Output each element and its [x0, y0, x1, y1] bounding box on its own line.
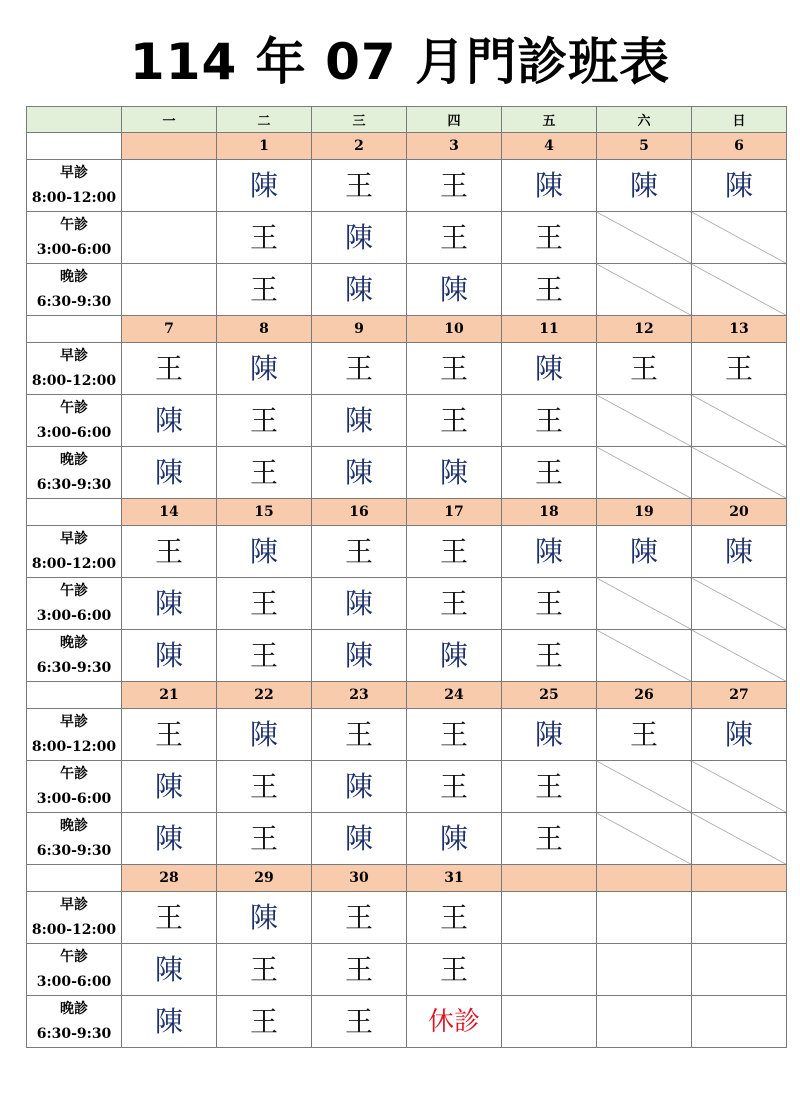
date-row	[27, 316, 787, 343]
doctor-name: 陳	[534, 534, 563, 568]
date-row-label	[27, 499, 122, 526]
doctor-name: 王	[534, 638, 563, 672]
weekday-header-row	[27, 107, 787, 133]
doctor-name: 陳	[154, 769, 183, 803]
date-cell: 26	[597, 682, 692, 709]
empty-cell	[122, 160, 217, 212]
empty-cell	[122, 212, 217, 264]
slot-name: 早診	[60, 713, 88, 730]
doctor-name: 王	[249, 403, 278, 437]
empty-cell	[502, 996, 597, 1048]
slot-name: 早診	[60, 164, 88, 181]
slot-label	[27, 160, 122, 212]
slot-time: 3:00-6:00	[36, 241, 112, 258]
slot-label	[27, 395, 122, 447]
slot-label	[27, 212, 122, 264]
date-cell: 10	[407, 316, 502, 343]
date-row	[27, 865, 787, 892]
schedule-cell	[217, 160, 312, 212]
doctor-name: 王	[439, 351, 468, 385]
doctor-name: 陳	[249, 717, 278, 751]
schedule-cell	[407, 892, 502, 944]
weekday-header: 日	[692, 107, 787, 133]
schedule-cell	[312, 160, 407, 212]
slot-label	[27, 813, 122, 865]
slot-name: 早診	[60, 896, 88, 913]
schedule-cell	[217, 813, 312, 865]
schedule-cell	[407, 160, 502, 212]
schedule-cell	[502, 447, 597, 499]
schedule-cell	[312, 944, 407, 996]
empty-cell	[597, 944, 692, 996]
slot-row	[27, 709, 787, 761]
slot-label	[27, 892, 122, 944]
schedule-cell	[122, 343, 217, 395]
schedule-cell	[217, 578, 312, 630]
doctor-name: 王	[249, 952, 278, 986]
doctor-name: 王	[154, 900, 183, 934]
schedule-cell	[407, 630, 502, 682]
schedule-cell	[312, 892, 407, 944]
slot-row	[27, 813, 787, 865]
doctor-name: 王	[249, 769, 278, 803]
date-cell: 13	[692, 316, 787, 343]
date-cell: 1	[217, 133, 312, 160]
slot-row	[27, 395, 787, 447]
date-cell	[597, 865, 692, 892]
schedule-cell	[217, 264, 312, 316]
date-cell: 18	[502, 499, 597, 526]
doctor-name: 陳	[344, 272, 373, 306]
doctor-name: 陳	[439, 821, 468, 855]
date-cell: 28	[122, 865, 217, 892]
date-row-label	[27, 682, 122, 709]
slot-row	[27, 447, 787, 499]
schedule-cell	[407, 761, 502, 813]
doctor-name: 陳	[344, 403, 373, 437]
schedule-cell	[407, 343, 502, 395]
slot-time: 6:30-9:30	[36, 659, 112, 676]
date-cell: 31	[407, 865, 502, 892]
schedule-cell	[122, 395, 217, 447]
schedule-cell	[407, 944, 502, 996]
slot-time: 8:00-12:00	[31, 372, 117, 389]
doctor-name: 王	[534, 769, 563, 803]
weekday-header: 六	[597, 107, 692, 133]
doctor-name: 王	[439, 220, 468, 254]
slot-row	[27, 761, 787, 813]
unavailable-cell	[597, 212, 692, 264]
schedule-cell	[692, 526, 787, 578]
doctor-name: 王	[249, 455, 278, 489]
weekday-header: 二	[217, 107, 312, 133]
schedule-cell	[312, 447, 407, 499]
doctor-name: 陳	[724, 534, 753, 568]
slot-row	[27, 264, 787, 316]
schedule-cell	[122, 996, 217, 1048]
doctor-name: 王	[534, 220, 563, 254]
slot-row	[27, 343, 787, 395]
date-cell: 16	[312, 499, 407, 526]
date-cell: 20	[692, 499, 787, 526]
doctor-name: 陳	[154, 403, 183, 437]
schedule-cell	[217, 761, 312, 813]
schedule-cell	[407, 578, 502, 630]
slot-time: 8:00-12:00	[31, 189, 117, 206]
slot-label	[27, 526, 122, 578]
slot-label	[27, 996, 122, 1048]
weekday-header: 三	[312, 107, 407, 133]
schedule-cell	[312, 578, 407, 630]
schedule-cell	[407, 813, 502, 865]
slot-time: 3:00-6:00	[36, 607, 112, 624]
doctor-name: 王	[249, 220, 278, 254]
doctor-name: 陳	[344, 586, 373, 620]
date-cell	[692, 865, 787, 892]
doctor-name: 王	[534, 272, 563, 306]
doctor-name: 王	[344, 952, 373, 986]
date-cell: 29	[217, 865, 312, 892]
date-cell: 17	[407, 499, 502, 526]
slot-row	[27, 944, 787, 996]
doctor-name: 王	[534, 586, 563, 620]
schedule-cell	[312, 996, 407, 1048]
schedule-cell	[312, 343, 407, 395]
empty-cell	[597, 892, 692, 944]
slot-row	[27, 630, 787, 682]
slot-time: 6:30-9:30	[36, 293, 112, 310]
slot-label	[27, 761, 122, 813]
date-cell: 22	[217, 682, 312, 709]
slot-label	[27, 709, 122, 761]
doctor-name: 陳	[249, 534, 278, 568]
date-cell: 9	[312, 316, 407, 343]
doctor-name: 陳	[154, 638, 183, 672]
slot-time: 3:00-6:00	[36, 790, 112, 807]
slot-name: 午診	[60, 399, 88, 416]
doctor-name: 王	[344, 717, 373, 751]
slot-time: 6:30-9:30	[36, 476, 112, 493]
schedule-cell	[217, 630, 312, 682]
doctor-name: 陳	[249, 351, 278, 385]
date-cell: 4	[502, 133, 597, 160]
date-cell: 6	[692, 133, 787, 160]
doctor-name: 王	[629, 351, 658, 385]
doctor-name: 王	[249, 586, 278, 620]
doctor-name: 王	[154, 717, 183, 751]
slot-label	[27, 944, 122, 996]
schedule-cell	[407, 395, 502, 447]
closed-label: 休診	[427, 1006, 480, 1037]
doctor-name: 王	[439, 403, 468, 437]
doctor-name: 王	[439, 952, 468, 986]
weekday-header: 五	[502, 107, 597, 133]
doctor-name: 陳	[629, 534, 658, 568]
date-cell: 30	[312, 865, 407, 892]
date-cell: 12	[597, 316, 692, 343]
date-cell	[502, 865, 597, 892]
date-cell: 11	[502, 316, 597, 343]
schedule-cell	[407, 996, 502, 1048]
schedule-cell	[502, 395, 597, 447]
slot-label	[27, 343, 122, 395]
unavailable-cell	[692, 264, 787, 316]
doctor-name: 王	[344, 168, 373, 202]
schedule-cell	[217, 395, 312, 447]
empty-cell	[597, 996, 692, 1048]
doctor-name: 陳	[534, 717, 563, 751]
schedule-cell	[407, 447, 502, 499]
schedule-cell	[312, 761, 407, 813]
doctor-name: 王	[439, 769, 468, 803]
slot-name: 午診	[60, 948, 88, 965]
slot-time: 8:00-12:00	[31, 555, 117, 572]
schedule-cell	[122, 944, 217, 996]
schedule-cell	[597, 160, 692, 212]
slot-label	[27, 264, 122, 316]
schedule-cell	[122, 761, 217, 813]
date-row	[27, 682, 787, 709]
doctor-name: 陳	[439, 455, 468, 489]
doctor-name: 陳	[154, 952, 183, 986]
doctor-name: 王	[344, 900, 373, 934]
schedule-cell	[312, 526, 407, 578]
date-cell: 8	[217, 316, 312, 343]
schedule-cell	[122, 813, 217, 865]
slot-row	[27, 160, 787, 212]
doctor-name: 陳	[724, 717, 753, 751]
slot-row	[27, 578, 787, 630]
doctor-name: 王	[439, 168, 468, 202]
schedule-cell	[502, 709, 597, 761]
unavailable-cell	[692, 578, 787, 630]
unavailable-cell	[597, 264, 692, 316]
empty-cell	[122, 264, 217, 316]
date-cell: 24	[407, 682, 502, 709]
doctor-name: 王	[344, 534, 373, 568]
doctor-name: 王	[344, 351, 373, 385]
doctor-name: 陳	[724, 168, 753, 202]
schedule-cell	[122, 578, 217, 630]
date-cell: 3	[407, 133, 502, 160]
empty-cell	[692, 944, 787, 996]
schedule-cell	[312, 630, 407, 682]
date-cell	[122, 133, 217, 160]
schedule-cell	[692, 343, 787, 395]
schedule-cell	[502, 212, 597, 264]
slot-row	[27, 212, 787, 264]
slot-name: 午診	[60, 216, 88, 233]
slot-label	[27, 578, 122, 630]
doctor-name: 王	[249, 638, 278, 672]
slot-label	[27, 630, 122, 682]
slot-time: 6:30-9:30	[36, 842, 112, 859]
date-cell: 27	[692, 682, 787, 709]
unavailable-cell	[692, 447, 787, 499]
schedule-cell	[312, 709, 407, 761]
doctor-name: 陳	[154, 821, 183, 855]
unavailable-cell	[692, 630, 787, 682]
date-cell: 2	[312, 133, 407, 160]
doctor-name: 陳	[534, 351, 563, 385]
slot-row	[27, 526, 787, 578]
unavailable-cell	[597, 578, 692, 630]
schedule-cell	[122, 892, 217, 944]
schedule-cell	[312, 264, 407, 316]
schedule-cell	[122, 526, 217, 578]
schedule-cell	[407, 264, 502, 316]
schedule-cell	[597, 343, 692, 395]
unavailable-cell	[692, 813, 787, 865]
slot-name: 晚診	[60, 451, 88, 468]
slot-time: 3:00-6:00	[36, 973, 112, 990]
doctor-name: 王	[534, 821, 563, 855]
date-row-label	[27, 133, 122, 160]
empty-cell	[502, 892, 597, 944]
doctor-name: 陳	[344, 638, 373, 672]
slot-row	[27, 996, 787, 1048]
doctor-name: 王	[629, 717, 658, 751]
slot-time: 6:30-9:30	[36, 1025, 112, 1042]
doctor-name: 王	[439, 586, 468, 620]
doctor-name: 王	[154, 534, 183, 568]
slot-name: 午診	[60, 582, 88, 599]
doctor-name: 陳	[344, 769, 373, 803]
schedule-cell	[217, 944, 312, 996]
schedule-cell	[217, 526, 312, 578]
slot-time: 8:00-12:00	[31, 921, 117, 938]
date-row-label	[27, 316, 122, 343]
schedule-cell	[502, 813, 597, 865]
date-cell: 14	[122, 499, 217, 526]
doctor-name: 王	[344, 1004, 373, 1038]
date-row-label	[27, 865, 122, 892]
schedule-cell	[122, 447, 217, 499]
doctor-name: 王	[249, 1004, 278, 1038]
schedule-cell	[502, 526, 597, 578]
date-cell: 21	[122, 682, 217, 709]
schedule-cell	[217, 892, 312, 944]
header-corner	[27, 107, 122, 133]
schedule-cell	[407, 526, 502, 578]
date-row	[27, 499, 787, 526]
doctor-name: 陳	[249, 900, 278, 934]
slot-name: 早診	[60, 530, 88, 547]
schedule-cell	[502, 343, 597, 395]
schedule-table	[26, 106, 787, 1048]
weekday-header: 一	[122, 107, 217, 133]
doctor-name: 陳	[439, 272, 468, 306]
doctor-name: 王	[724, 351, 753, 385]
slot-name: 晚診	[60, 634, 88, 651]
empty-cell	[692, 996, 787, 1048]
slot-name: 晚診	[60, 268, 88, 285]
schedule-cell	[692, 160, 787, 212]
doctor-name: 王	[534, 455, 563, 489]
date-cell: 5	[597, 133, 692, 160]
slot-time: 8:00-12:00	[31, 738, 117, 755]
doctor-name: 王	[249, 272, 278, 306]
page-title: 114 年 07 月門診班表	[129, 33, 671, 91]
date-cell: 19	[597, 499, 692, 526]
schedule-body	[27, 107, 787, 1048]
unavailable-cell	[692, 395, 787, 447]
unavailable-cell	[692, 761, 787, 813]
doctor-name: 陳	[154, 455, 183, 489]
date-cell: 15	[217, 499, 312, 526]
doctor-name: 王	[534, 403, 563, 437]
unavailable-cell	[597, 447, 692, 499]
schedule-cell	[312, 395, 407, 447]
empty-cell	[502, 944, 597, 996]
doctor-name: 陳	[439, 638, 468, 672]
schedule-cell	[122, 630, 217, 682]
schedule-cell	[502, 630, 597, 682]
weekday-header: 四	[407, 107, 502, 133]
schedule-cell	[217, 343, 312, 395]
slot-name: 早診	[60, 347, 88, 364]
schedule-cell	[407, 212, 502, 264]
doctor-name: 陳	[629, 168, 658, 202]
doctor-name: 陳	[154, 586, 183, 620]
doctor-name: 王	[439, 900, 468, 934]
schedule-cell	[312, 212, 407, 264]
unavailable-cell	[597, 761, 692, 813]
schedule-cell	[597, 526, 692, 578]
date-cell: 25	[502, 682, 597, 709]
schedule-cell	[502, 578, 597, 630]
doctor-name: 陳	[344, 821, 373, 855]
schedule-cell	[692, 709, 787, 761]
doctor-name: 王	[154, 351, 183, 385]
doctor-name: 陳	[344, 455, 373, 489]
doctor-name: 陳	[534, 168, 563, 202]
schedule-cell	[217, 996, 312, 1048]
schedule-cell	[122, 709, 217, 761]
doctor-name: 陳	[344, 220, 373, 254]
unavailable-cell	[597, 395, 692, 447]
schedule-cell	[312, 813, 407, 865]
slot-row	[27, 892, 787, 944]
schedule-cell	[502, 160, 597, 212]
schedule-cell	[502, 761, 597, 813]
doctor-name: 陳	[154, 1004, 183, 1038]
doctor-name: 王	[249, 821, 278, 855]
schedule-cell	[597, 709, 692, 761]
slot-name: 晚診	[60, 817, 88, 834]
unavailable-cell	[597, 630, 692, 682]
empty-cell	[692, 892, 787, 944]
unavailable-cell	[692, 212, 787, 264]
slot-label	[27, 447, 122, 499]
slot-name: 晚診	[60, 1000, 88, 1017]
doctor-name: 陳	[249, 168, 278, 202]
schedule-cell	[407, 709, 502, 761]
date-cell: 23	[312, 682, 407, 709]
doctor-name: 王	[439, 534, 468, 568]
schedule-cell	[217, 447, 312, 499]
date-cell: 7	[122, 316, 217, 343]
doctor-name: 王	[439, 717, 468, 751]
schedule-cell	[217, 212, 312, 264]
schedule-cell	[217, 709, 312, 761]
unavailable-cell	[597, 813, 692, 865]
date-row	[27, 133, 787, 160]
slot-time: 3:00-6:00	[36, 424, 112, 441]
slot-name: 午診	[60, 765, 88, 782]
schedule-cell	[502, 264, 597, 316]
